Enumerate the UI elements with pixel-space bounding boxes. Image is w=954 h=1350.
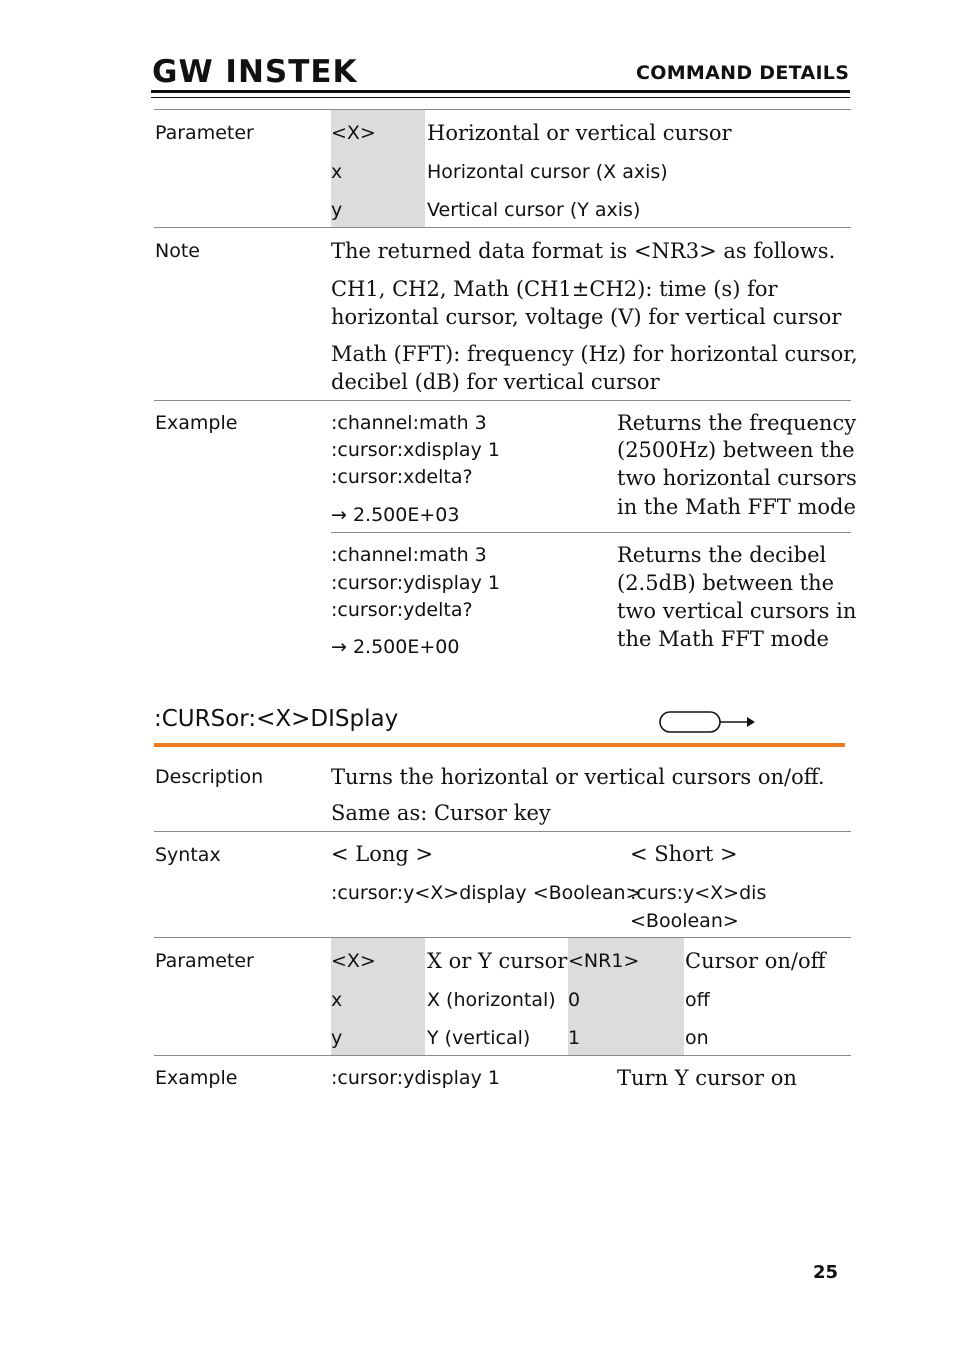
param-key: x	[331, 161, 343, 183]
example-command: :channel:math 3	[331, 412, 487, 434]
command-title: :CURSor:<X>DISplay	[154, 706, 399, 732]
example-result: → 2.500E+00	[331, 636, 460, 658]
example-command: :channel:math 3	[331, 544, 487, 566]
param-key: <X>	[331, 122, 376, 144]
example-label: Example	[155, 412, 238, 434]
description-line: Same as: Cursor key	[331, 801, 551, 825]
table-divider	[154, 831, 851, 832]
example-desc: (2500Hz) between the	[617, 438, 855, 462]
description-label: Description	[155, 766, 264, 788]
param-desc: Vertical cursor (Y axis)	[427, 199, 641, 221]
set-command-icon	[659, 709, 757, 741]
param-key: 1	[568, 1027, 581, 1049]
syntax-short-header: < Short >	[630, 842, 738, 866]
param-key: y	[331, 199, 343, 221]
param-desc: X or Y cursor	[427, 949, 568, 973]
param-label: Parameter	[155, 122, 254, 144]
example-command: :cursor:ydisplay 1	[331, 1067, 500, 1089]
note-line: horizontal cursor, voltage (V) for vertical cursor	[331, 305, 842, 329]
example-command: :cursor:ydelta?	[331, 599, 473, 621]
example-command: :cursor:xdisplay 1	[331, 439, 500, 461]
note-line: decibel (dB) for vertical cursor	[331, 370, 660, 394]
syntax-label: Syntax	[155, 844, 221, 866]
syntax-long: :cursor:y<X>display <Boolean>	[331, 882, 642, 904]
example-desc: Returns the decibel	[617, 543, 827, 567]
section-header: COMMAND DETAILS	[636, 62, 850, 84]
example-label: Example	[155, 1067, 238, 1089]
example-desc: the Math FFT mode	[617, 627, 829, 651]
note-line: Math (FFT): frequency (Hz) for horizontal cursor,	[331, 342, 858, 366]
example-desc: Turn Y cursor on	[617, 1066, 797, 1090]
param-key: <NR1>	[568, 950, 640, 972]
param-key: x	[331, 989, 343, 1011]
example-desc: (2.5dB) between the	[617, 571, 835, 595]
table-divider	[154, 937, 851, 938]
note-line: The returned data format is <NR3> as follows.	[331, 239, 836, 263]
header-rule-thick	[151, 90, 850, 93]
param-label: Parameter	[155, 950, 254, 972]
param-desc: on	[685, 1027, 709, 1049]
param-desc: Horizontal cursor (X axis)	[427, 161, 668, 183]
example-desc: Returns the frequency	[617, 411, 857, 435]
param-desc: Cursor on/off	[685, 949, 826, 973]
header-rule-thin	[151, 97, 850, 98]
brand-logo: GW INSTEK	[152, 54, 358, 90]
table-divider	[154, 400, 851, 401]
page-number: 25	[813, 1262, 839, 1283]
table-divider	[154, 227, 851, 228]
example-command: :cursor:xdelta?	[331, 466, 473, 488]
param-desc: Y (vertical)	[427, 1027, 531, 1049]
description-line: Turns the horizontal or vertical cursors on/off.	[331, 765, 825, 789]
example-desc: two horizontal cursors	[617, 466, 857, 490]
param-key: 0	[568, 989, 581, 1011]
title-underline	[154, 743, 845, 747]
syntax-short: :curs:y<X>dis	[630, 882, 767, 904]
param-desc: X (horizontal)	[427, 989, 556, 1011]
table-divider	[154, 1055, 851, 1056]
param-key: <X>	[331, 950, 376, 972]
example-desc: in the Math FFT mode	[617, 495, 856, 519]
note-label: Note	[155, 240, 200, 262]
example-desc: two vertical cursors in	[617, 599, 857, 623]
example-divider	[331, 532, 851, 533]
syntax-long-header: < Long >	[331, 842, 434, 866]
table-divider	[154, 109, 851, 110]
param-desc: Horizontal or vertical cursor	[427, 121, 732, 145]
param-key: y	[331, 1027, 343, 1049]
example-result: → 2.500E+03	[331, 504, 460, 526]
syntax-short: <Boolean>	[630, 910, 739, 932]
example-command: :cursor:ydisplay 1	[331, 572, 500, 594]
note-line: CH1, CH2, Math (CH1±CH2): time (s) for	[331, 277, 778, 301]
param-desc: off	[685, 989, 710, 1011]
